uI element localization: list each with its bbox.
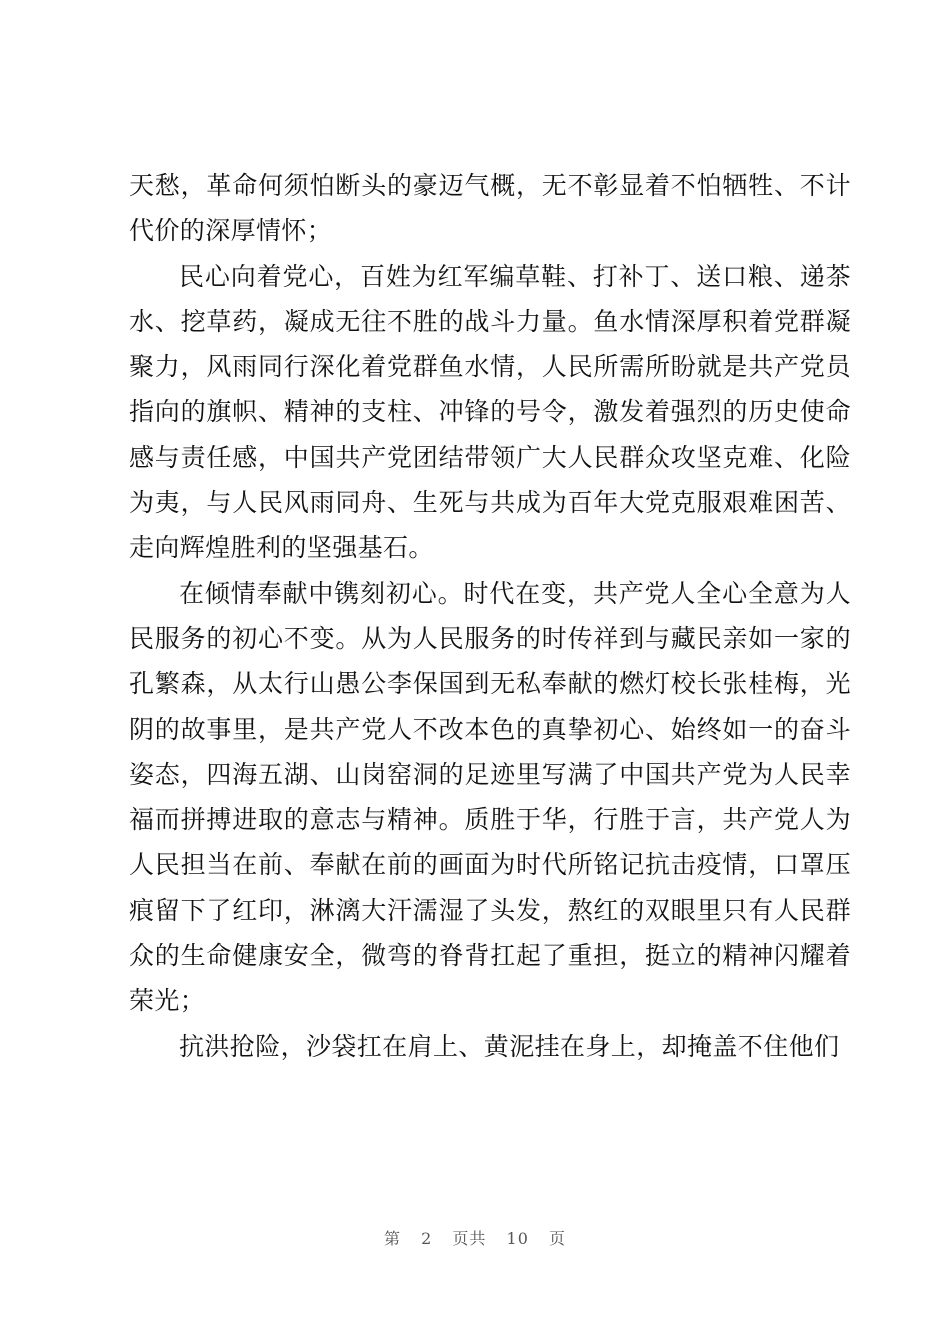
- paragraph-3: 在倾情奉献中镌刻初心。时代在变，共产党人全心全意为人民服务的初心不变。从为人民服务的时传祥到与藏民亲如一家的孔繁森，从太行山愚公李保国到无私奉献的燃灯校长张桂梅，光阴的故事里，是共产党人不改本色的真挚初心、始终如一的奋斗姿态，四海五湖、山岗窑洞的足迹里写满了中国共产党为人民幸福而拼搏进取的意志与精神。质胜于华，行胜于言，共产党人为人民担当在前、奉献在前的画面为时代所铭记抗击疫情，口罩压痕留下了红印，淋漓大汗濡湿了头发，熬红的双眼里只有人民群众的生命健康安全，微弯的脊背扛起了重担，挺立的精神闪耀着荣光；: [129, 578, 851, 1016]
- footer-suffix: 页: [548, 1229, 566, 1248]
- footer-page-number: 2: [421, 1229, 433, 1248]
- footer-middle: 页共: [452, 1229, 487, 1248]
- document-body: [129, 163, 851, 1069]
- footer-prefix: 第: [384, 1229, 402, 1248]
- footer-total-pages: 10: [506, 1229, 529, 1248]
- paragraph-4: 抗洪抢险，沙袋扛在肩上、黄泥挂在身上，却掩盖不住他们: [179, 1031, 840, 1061]
- page-footer: [0, 1226, 950, 1249]
- paragraph-2: 民心向着党心，百姓为红军编草鞋、打补丁、送口粮、递茶水、挖草药，凝成无往不胜的战斗力量。鱼水情深厚积着党群凝聚力，风雨同行深化着党群鱼水情，人民所需所盼就是共产党员指向的旗帜、精神的支柱、冲锋的号令，激发着强烈的历史使命感与责任感，中国共产党团结带领广大人民群众攻坚克难、化险为夷，与人民风雨同舟、生死与共成为百年大党克服艰难困苦、走向辉煌胜利的坚强基石。: [129, 261, 851, 563]
- paragraph-1: 天愁，革命何须怕断头的豪迈气概，无不彰显着不怕牺牲、不计代价的深厚情怀；: [129, 171, 851, 246]
